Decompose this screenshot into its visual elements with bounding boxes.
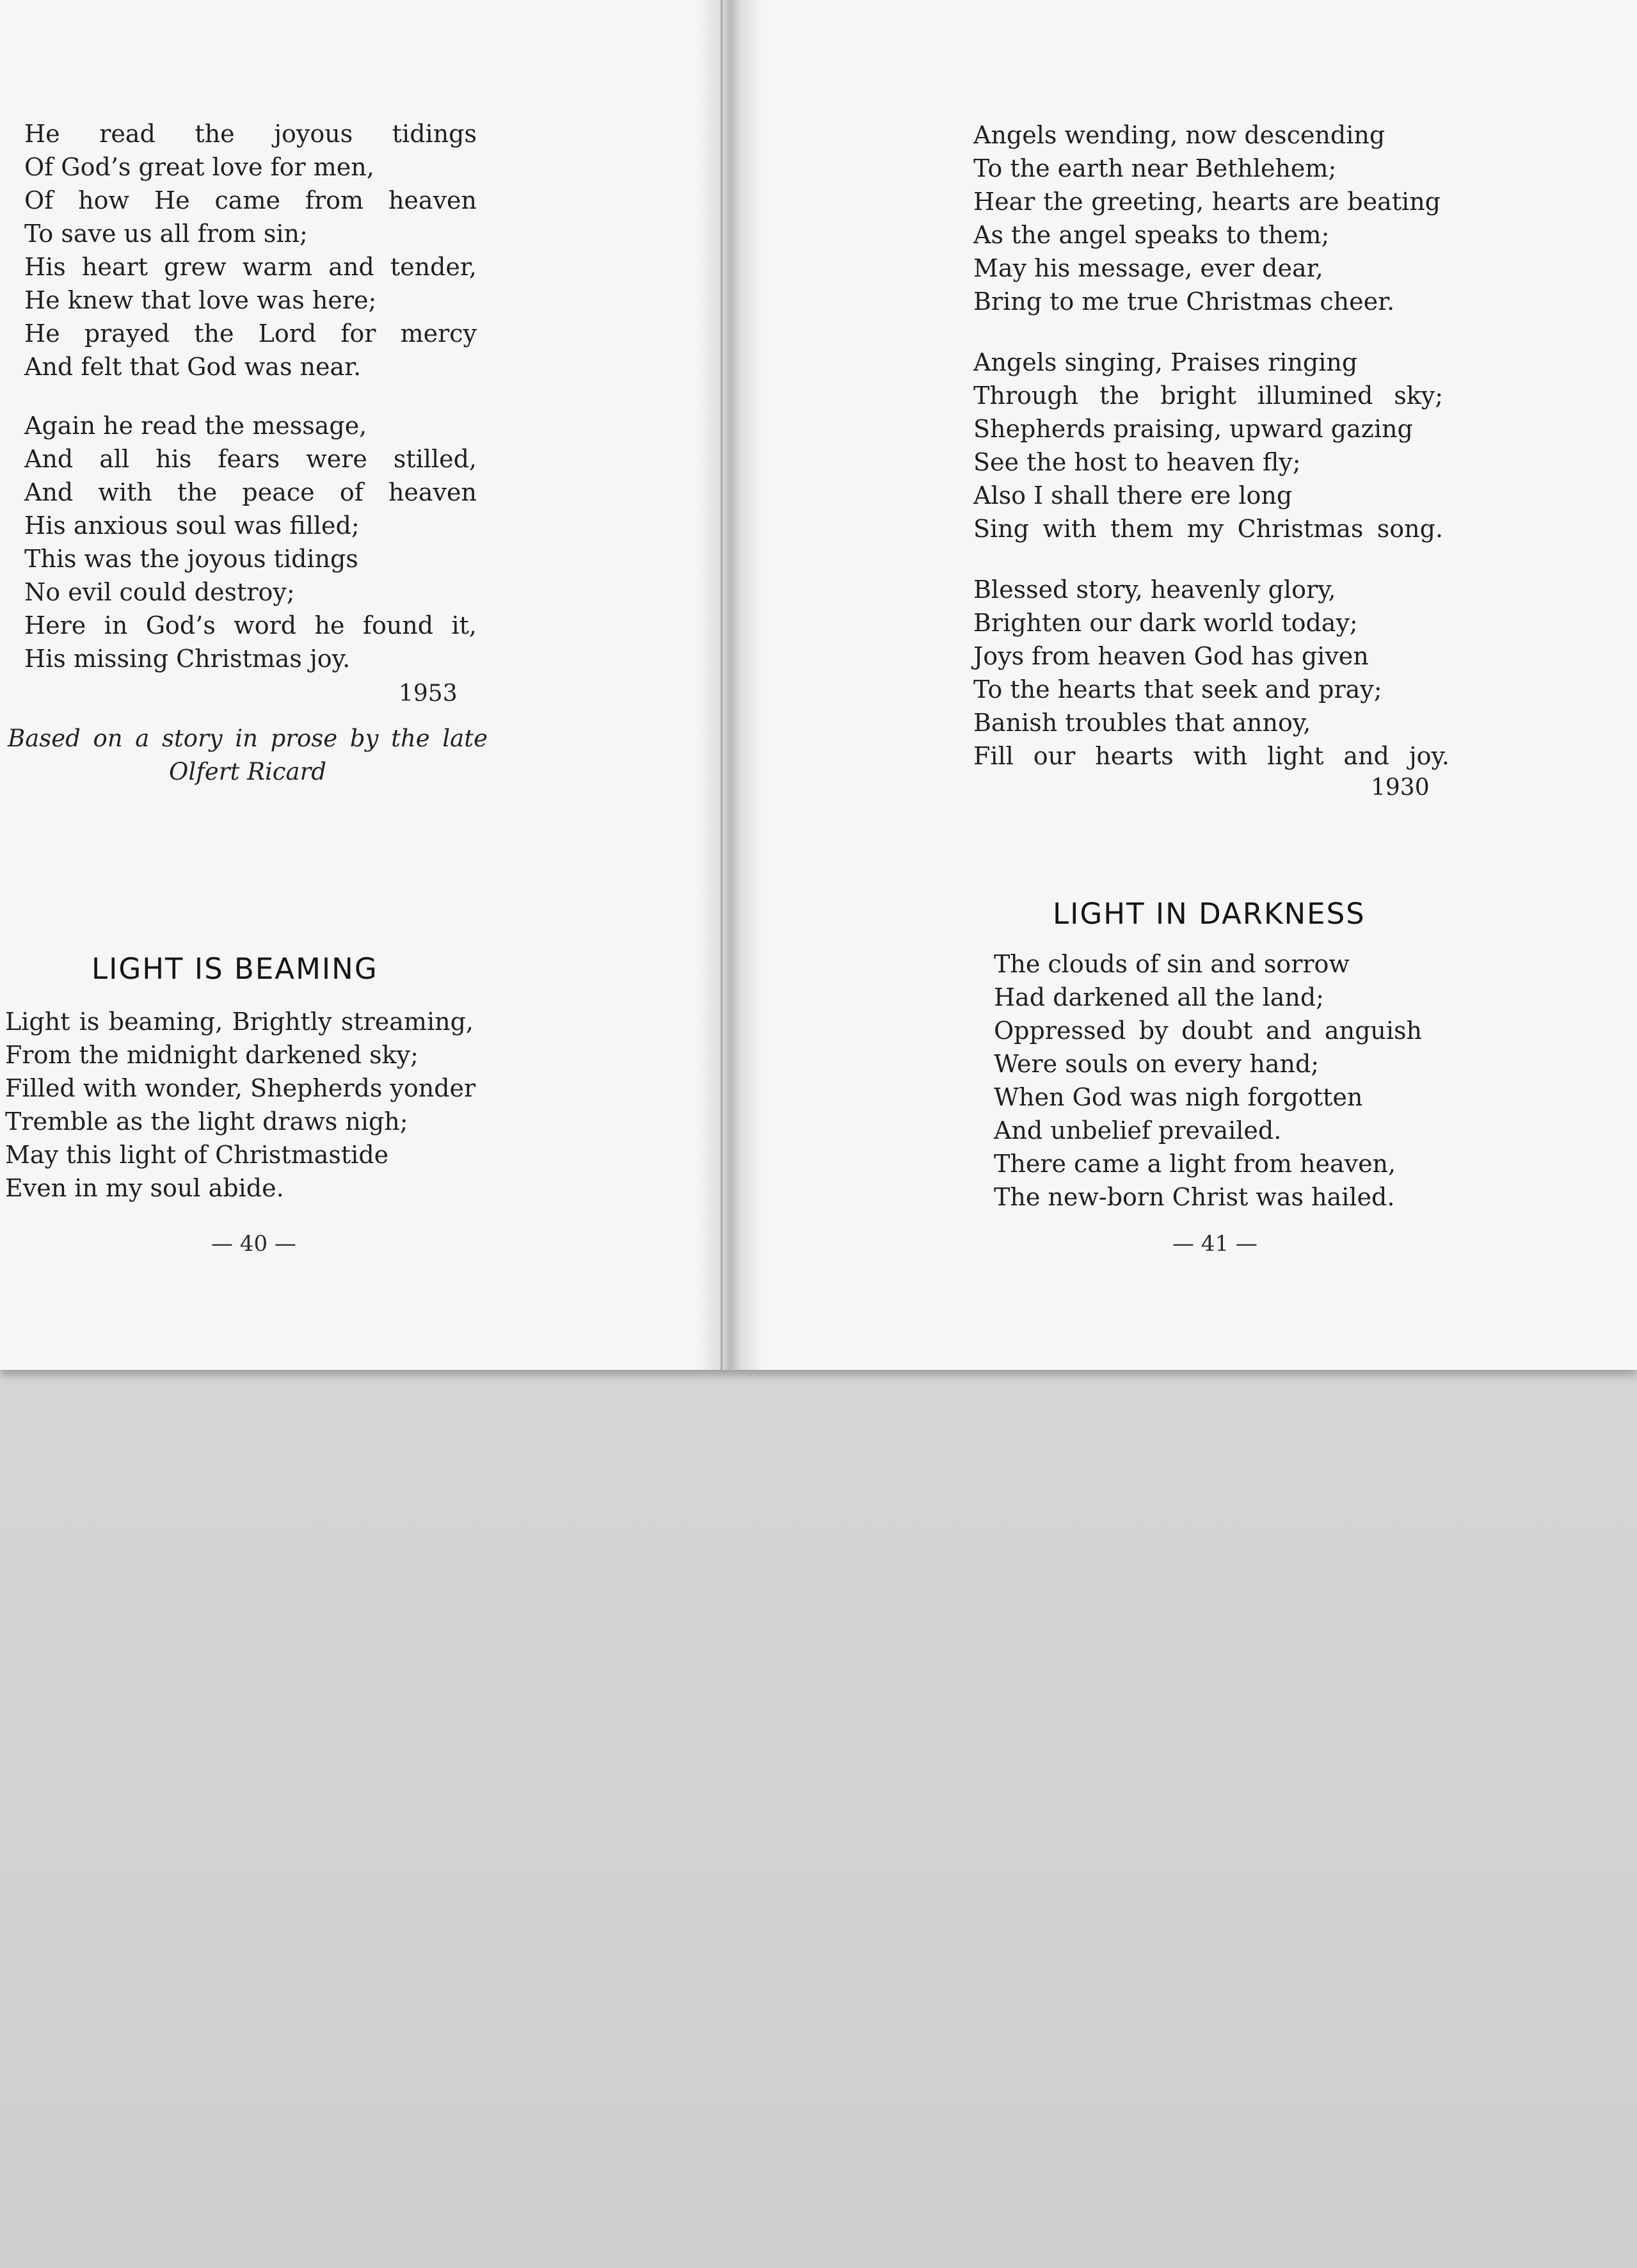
- credit-name: Olfert Ricard: [169, 758, 326, 785]
- poem-line: Even in my soul abide.: [5, 1174, 284, 1202]
- poem-line: His heart grew warm and tender,: [24, 253, 477, 281]
- poem-line: Hear the greeting, hearts are beating: [973, 188, 1441, 216]
- year-label: 1930: [1371, 775, 1430, 801]
- poem-line: His anxious soul was filled;: [24, 511, 360, 540]
- right-stanza-4: [994, 947, 1422, 1214]
- poem-line: See the host to heaven fly;: [973, 448, 1301, 476]
- poem-line: The new-born Christ was hailed.: [994, 1183, 1395, 1211]
- poem-line: He read the joyous tidings: [24, 120, 477, 148]
- poem-line: And all his fears were stilled,: [24, 445, 477, 473]
- right-stanza-3: [973, 573, 1449, 773]
- poem-line: Through the bright illumined sky;: [973, 382, 1443, 410]
- poem-line: There came a light from heaven,: [994, 1150, 1396, 1178]
- poem-line: From the midnight darkened sky;: [5, 1041, 419, 1069]
- poem-line: May his message, ever dear,: [973, 254, 1323, 282]
- poem-title: LIGHT IS BEAMING: [92, 952, 378, 986]
- poem-line: Fill our hearts with light and joy.: [973, 742, 1449, 770]
- book-gutter-shadow: [698, 0, 762, 1370]
- poem-line: This was the joyous tidings: [24, 545, 358, 573]
- author-credit: [8, 722, 488, 789]
- left-stanza-2: [24, 409, 477, 675]
- poem-line: May this light of Christmastide: [5, 1141, 389, 1169]
- poem-title: LIGHT IN DARKNESS: [1053, 897, 1366, 931]
- poem-line: Again he read the message,: [24, 412, 367, 440]
- poem-line: The clouds of sin and sorrow: [994, 950, 1350, 978]
- poem-line: Were souls on every hand;: [994, 1050, 1320, 1078]
- poem-line: Of how He came from heaven: [24, 186, 477, 214]
- poem-line: And felt that God was near.: [24, 353, 362, 381]
- poem-line: Sing with them my Christmas song.: [973, 515, 1443, 543]
- right-stanza-1: [973, 118, 1441, 318]
- poem-line: Angels singing, Praises ringing: [973, 348, 1358, 376]
- poem-line: His missing Christmas joy.: [24, 645, 351, 673]
- poem-line: When God was nigh forgotten: [994, 1083, 1363, 1111]
- poem-line: Light is beaming, Brightly streaming,: [5, 1008, 474, 1036]
- poem-line: Tremble as the light draws nigh;: [5, 1107, 408, 1136]
- poem-line: And unbelief prevailed.: [994, 1116, 1282, 1145]
- poem-line: To the hearts that seek and pray;: [973, 675, 1382, 704]
- left-stanza-3: [5, 1005, 474, 1205]
- poem-line: Shepherds praising, upward gazing: [973, 415, 1413, 443]
- poem-line: Here in God’s word he found it,: [24, 611, 477, 639]
- poem-line: Bring to me true Christmas cheer.: [973, 287, 1395, 316]
- poem-line: Had darkened all the land;: [994, 983, 1324, 1011]
- poem-line: Also I shall there ere long: [973, 481, 1293, 510]
- page-number: — 40 —: [211, 1231, 296, 1257]
- left-stanza-1: [24, 117, 477, 383]
- page-number: — 41 —: [1172, 1231, 1258, 1257]
- poem-line: Oppressed by doubt and anguish: [994, 1017, 1422, 1045]
- poem-line: As the angel speaks to them;: [973, 221, 1330, 249]
- credit-line: Based on a story in prose by the late: [8, 725, 488, 752]
- poem-line: Filled with wonder, Shepherds yonder: [5, 1074, 476, 1102]
- poem-line: And with the peace of heaven: [24, 478, 477, 506]
- poem-line: Joys from heaven God has given: [973, 642, 1369, 670]
- poem-line: To the earth near Bethlehem;: [973, 154, 1337, 182]
- poem-line: No evil could destroy;: [24, 578, 295, 606]
- poem-line: He knew that love was here;: [24, 286, 377, 314]
- page-fold-line: [721, 0, 723, 1370]
- poem-line: Angels wending, now descending: [973, 121, 1385, 149]
- poem-line: Of God’s great love for men,: [24, 153, 374, 181]
- right-stanza-2: [973, 346, 1443, 545]
- poem-line: To save us all from sin;: [24, 220, 308, 248]
- poem-line: Banish troubles that annoy,: [973, 709, 1311, 737]
- poem-line: He prayed the Lord for mercy: [24, 319, 477, 348]
- poem-line: Blessed story, heavenly glory,: [973, 575, 1336, 604]
- poem-line: Brighten our dark world today;: [973, 609, 1358, 637]
- year-label: 1953: [399, 680, 458, 707]
